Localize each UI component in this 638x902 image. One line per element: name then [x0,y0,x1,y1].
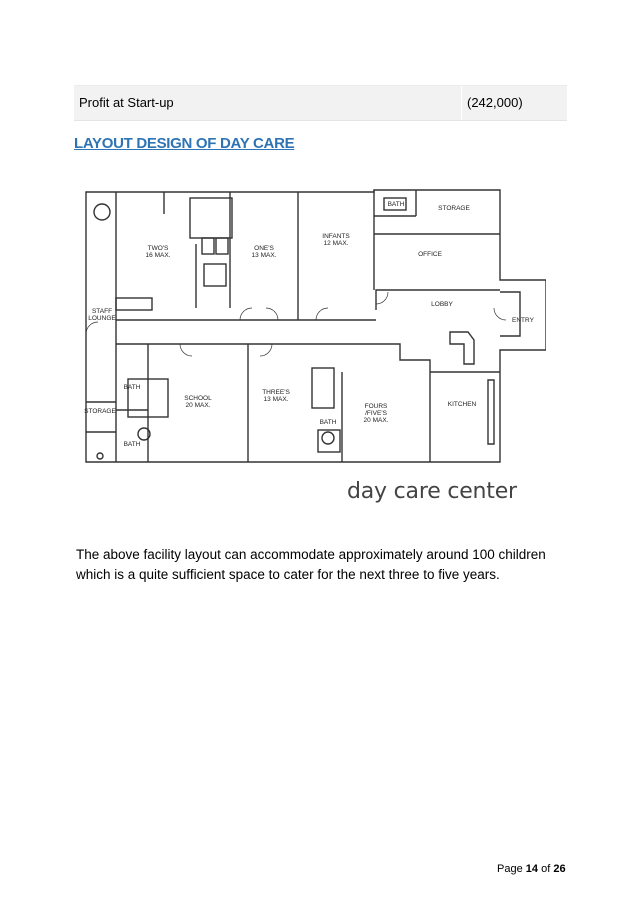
floor-plan-caption: day care center [347,479,517,504]
profit-value: (242,000) [461,86,573,120]
room-labels [84,201,534,448]
room-twos-max: 16 MAX. [145,252,171,259]
room-entry: ENTRY [512,317,534,324]
paragraph-line-2: which is a quite sufficient space to cater for the next three to five years. [76,567,500,582]
room-infants-name: INFANTS [322,233,350,240]
floor-plan-drawing [80,184,546,474]
room-storage-top: STORAGE [438,205,470,212]
room-kitchen: KITCHEN [447,401,477,408]
room-school-max: 20 MAX. [185,402,211,409]
room-fours-max: 20 MAX. [363,417,389,424]
body-paragraph [76,545,576,585]
room-threes-name: THREE'S [262,389,290,396]
room-bath-left: BATH [123,384,141,391]
room-staff-1: STAFF [91,308,113,315]
footer-of-word: of [541,863,551,875]
footer-page-number: 14 [525,863,539,875]
room-ones-max: 13 MAX. [251,252,277,259]
footer-page-total: 26 [553,863,566,875]
room-storage-left: STORAGE [84,408,116,415]
room-fives-name: /FIVE'S [365,410,387,417]
room-staff-2: LOUNGE [88,315,116,322]
profit-label: Profit at Start-up [79,95,174,110]
footer-page-word: Page [497,863,523,875]
room-infants-max: 12 MAX. [323,240,349,247]
room-fours-name: FOURS [364,403,388,410]
paragraph-line-1: The above facility layout can accommodate approximately around 100 children [76,547,546,562]
room-bath-top: BATH [387,201,405,208]
room-bath-mid: BATH [319,419,337,426]
profit-table [74,85,567,121]
page-footer [497,863,566,875]
room-school-name: SCHOOL [184,395,212,402]
room-office: OFFICE [418,251,442,258]
section-heading: LAYOUT DESIGN OF DAY CARE [74,135,295,152]
room-threes-max: 13 MAX. [263,396,289,403]
room-lobby: LOBBY [431,301,453,308]
room-ones-name: ONE'S [254,245,274,252]
room-twos-name: TWO'S [147,245,169,252]
room-bath-left2: BATH [123,441,141,448]
